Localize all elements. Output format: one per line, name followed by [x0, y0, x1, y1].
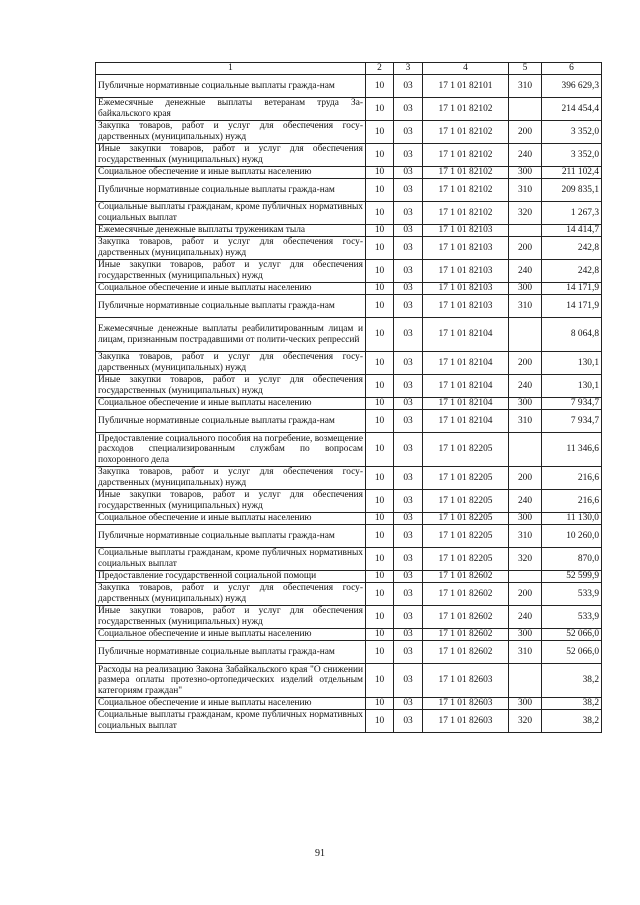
cell-amount: 14 171,9: [542, 283, 602, 295]
cell-expense-type: 300: [509, 513, 542, 525]
cell-expense-type: 300: [509, 698, 542, 710]
cell-name: Публичные нормативные социальные выплаты гражда-нам: [96, 179, 366, 202]
cell-section: 10: [366, 698, 394, 710]
cell-name: Предоставление социального пособия на погребение, возмещение расходов специализированным службам по вопросам похоронного дела: [96, 433, 366, 467]
table-row: [96, 295, 602, 318]
cell-section: 10: [366, 318, 394, 352]
cell-section: 10: [366, 295, 394, 318]
cell-section: 10: [366, 606, 394, 629]
table-row: [96, 237, 602, 260]
header-col-3: 3: [394, 63, 423, 75]
cell-target-code: 17 1 01 82104: [423, 318, 509, 352]
cell-name: Публичные нормативные социальные выплаты гражда-нам: [96, 75, 366, 98]
cell-subsection: 03: [394, 202, 423, 225]
cell-expense-type: 310: [509, 179, 542, 202]
table-row: [96, 375, 602, 398]
cell-name: Социальное обеспечение и иные выплаты населению: [96, 283, 366, 295]
cell-section: 10: [366, 710, 394, 733]
table-row: [96, 583, 602, 606]
cell-amount: 3 352,0: [542, 121, 602, 144]
cell-amount: 242,8: [542, 260, 602, 283]
cell-name: Социальные выплаты гражданам, кроме публичных нормативных социальных выплат: [96, 548, 366, 571]
cell-section: 10: [366, 260, 394, 283]
cell-subsection: 03: [394, 375, 423, 398]
cell-amount: 8 064,8: [542, 318, 602, 352]
cell-target-code: 17 1 01 82102: [423, 167, 509, 179]
cell-target-code: 17 1 01 82103: [423, 295, 509, 318]
cell-subsection: 03: [394, 121, 423, 144]
cell-amount: 52 599,9: [542, 571, 602, 583]
budget-table: [95, 62, 602, 733]
cell-amount: 533,9: [542, 583, 602, 606]
table-row: [96, 121, 602, 144]
cell-amount: 216,6: [542, 490, 602, 513]
cell-subsection: 03: [394, 664, 423, 698]
cell-subsection: 03: [394, 237, 423, 260]
cell-subsection: 03: [394, 144, 423, 167]
cell-amount: 11 130,0: [542, 513, 602, 525]
cell-amount: 242,8: [542, 237, 602, 260]
cell-target-code: 17 1 01 82602: [423, 583, 509, 606]
cell-expense-type: 240: [509, 606, 542, 629]
cell-name: Социальное обеспечение и иные выплаты населению: [96, 167, 366, 179]
cell-amount: 7 934,7: [542, 398, 602, 410]
cell-target-code: 17 1 01 82103: [423, 225, 509, 237]
table-row: [96, 571, 602, 583]
table-row: [96, 433, 602, 467]
cell-section: 10: [366, 513, 394, 525]
cell-target-code: 17 1 01 82603: [423, 710, 509, 733]
cell-section: 10: [366, 548, 394, 571]
cell-target-code: 17 1 01 82205: [423, 467, 509, 490]
table-row: [96, 710, 602, 733]
cell-amount: 38,2: [542, 710, 602, 733]
cell-target-code: 17 1 01 82602: [423, 641, 509, 664]
table-row: [96, 467, 602, 490]
table-row: [96, 606, 602, 629]
cell-expense-type: 320: [509, 548, 542, 571]
cell-expense-type: 240: [509, 490, 542, 513]
cell-subsection: 03: [394, 583, 423, 606]
cell-expense-type: 300: [509, 167, 542, 179]
cell-section: 10: [366, 352, 394, 375]
cell-amount: 7 934,7: [542, 410, 602, 433]
header-row: [96, 63, 602, 75]
cell-subsection: 03: [394, 283, 423, 295]
table-row: [96, 698, 602, 710]
cell-expense-type: 240: [509, 144, 542, 167]
cell-expense-type: 200: [509, 237, 542, 260]
header-col-6: 6: [542, 63, 602, 75]
cell-section: 10: [366, 525, 394, 548]
cell-amount: 52 066,0: [542, 629, 602, 641]
cell-name: Иные закупки товаров, работ и услуг для обеспечения государственных (муниципальных) нужд: [96, 144, 366, 167]
cell-subsection: 03: [394, 710, 423, 733]
table-row: [96, 283, 602, 295]
table-body: [96, 75, 602, 733]
cell-expense-type: [509, 98, 542, 121]
cell-section: 10: [366, 664, 394, 698]
cell-name: Иные закупки товаров, работ и услуг для обеспечения государственных (муниципальных) нужд: [96, 375, 366, 398]
cell-amount: 214 454,4: [542, 98, 602, 121]
cell-target-code: 17 1 01 82602: [423, 629, 509, 641]
table-row: [96, 664, 602, 698]
cell-expense-type: [509, 318, 542, 352]
cell-target-code: 17 1 01 82103: [423, 260, 509, 283]
cell-expense-type: 320: [509, 710, 542, 733]
cell-expense-type: [509, 571, 542, 583]
cell-target-code: 17 1 01 82102: [423, 179, 509, 202]
cell-section: 10: [366, 467, 394, 490]
cell-subsection: 03: [394, 410, 423, 433]
cell-amount: 533,9: [542, 606, 602, 629]
cell-subsection: 03: [394, 606, 423, 629]
cell-expense-type: 300: [509, 398, 542, 410]
cell-name: Закупка товаров, работ и услуг для обеспечения госу-дарственных (муниципальных) нужд: [96, 467, 366, 490]
cell-target-code: 17 1 01 82102: [423, 144, 509, 167]
cell-name: Иные закупки товаров, работ и услуг для обеспечения государственных (муниципальных) нужд: [96, 490, 366, 513]
cell-amount: 209 835,1: [542, 179, 602, 202]
cell-subsection: 03: [394, 352, 423, 375]
cell-target-code: 17 1 01 82603: [423, 698, 509, 710]
header-col-4: 4: [423, 63, 509, 75]
cell-expense-type: 240: [509, 260, 542, 283]
cell-subsection: 03: [394, 548, 423, 571]
cell-subsection: 03: [394, 525, 423, 548]
cell-amount: 10 260,0: [542, 525, 602, 548]
table-row: [96, 513, 602, 525]
cell-name: Иные закупки товаров, работ и услуг для обеспечения государственных (муниципальных) нужд: [96, 260, 366, 283]
cell-name: Социальное обеспечение и иные выплаты населению: [96, 629, 366, 641]
table-row: [96, 352, 602, 375]
cell-target-code: 17 1 01 82205: [423, 490, 509, 513]
cell-name: Публичные нормативные социальные выплаты гражда-нам: [96, 525, 366, 548]
cell-subsection: 03: [394, 641, 423, 664]
cell-amount: 130,1: [542, 352, 602, 375]
cell-name: Закупка товаров, работ и услуг для обеспечения госу-дарственных (муниципальных) нужд: [96, 237, 366, 260]
cell-amount: 52 066,0: [542, 641, 602, 664]
header-col-5: 5: [509, 63, 542, 75]
cell-amount: 3 352,0: [542, 144, 602, 167]
header-col-2: 2: [366, 63, 394, 75]
cell-subsection: 03: [394, 225, 423, 237]
cell-name: Иные закупки товаров, работ и услуг для обеспечения государственных (муниципальных) нужд: [96, 606, 366, 629]
cell-name: Социальное обеспечение и иные выплаты населению: [96, 698, 366, 710]
cell-subsection: 03: [394, 179, 423, 202]
cell-amount: 130,1: [542, 375, 602, 398]
table-row: [96, 318, 602, 352]
cell-amount: 870,0: [542, 548, 602, 571]
cell-subsection: 03: [394, 629, 423, 641]
cell-expense-type: 300: [509, 283, 542, 295]
cell-section: 10: [366, 571, 394, 583]
cell-subsection: 03: [394, 467, 423, 490]
cell-target-code: 17 1 01 82602: [423, 571, 509, 583]
cell-section: 10: [366, 641, 394, 664]
cell-section: 10: [366, 490, 394, 513]
cell-expense-type: [509, 225, 542, 237]
table-row: [96, 167, 602, 179]
cell-amount: 14 171,9: [542, 295, 602, 318]
cell-name: Публичные нормативные социальные выплаты гражда-нам: [96, 295, 366, 318]
cell-amount: 1 267,3: [542, 202, 602, 225]
cell-target-code: 17 1 01 82104: [423, 375, 509, 398]
cell-expense-type: 240: [509, 375, 542, 398]
cell-target-code: 17 1 01 82205: [423, 525, 509, 548]
cell-name: Расходы на реализацию Закона Забайкальского края "О снижении размера оплаты протезно-ортопедических изделий отдельным категориям граждан": [96, 664, 366, 698]
cell-name: Публичные нормативные социальные выплаты гражда-нам: [96, 641, 366, 664]
cell-subsection: 03: [394, 75, 423, 98]
table-row: [96, 410, 602, 433]
cell-expense-type: 310: [509, 641, 542, 664]
cell-section: 10: [366, 98, 394, 121]
cell-target-code: 17 1 01 82602: [423, 606, 509, 629]
table-row: [96, 525, 602, 548]
cell-amount: 38,2: [542, 698, 602, 710]
cell-expense-type: 310: [509, 75, 542, 98]
cell-expense-type: 200: [509, 121, 542, 144]
cell-expense-type: 310: [509, 410, 542, 433]
cell-amount: 38,2: [542, 664, 602, 698]
cell-target-code: 17 1 01 82104: [423, 398, 509, 410]
cell-amount: 211 102,4: [542, 167, 602, 179]
page-number: 91: [315, 848, 325, 859]
cell-section: 10: [366, 583, 394, 606]
cell-section: 10: [366, 75, 394, 98]
cell-target-code: 17 1 01 82205: [423, 548, 509, 571]
cell-section: 10: [366, 375, 394, 398]
table-row: [96, 260, 602, 283]
cell-target-code: 17 1 01 82102: [423, 121, 509, 144]
cell-target-code: 17 1 01 82103: [423, 283, 509, 295]
cell-section: 10: [366, 179, 394, 202]
cell-section: 10: [366, 283, 394, 295]
cell-section: 10: [366, 410, 394, 433]
table-row: [96, 548, 602, 571]
cell-section: 10: [366, 629, 394, 641]
cell-name: Ежемесячные денежные выплаты ветеранам труда За-байкальского края: [96, 98, 366, 121]
cell-subsection: 03: [394, 571, 423, 583]
table-row: [96, 75, 602, 98]
cell-expense-type: 310: [509, 295, 542, 318]
cell-expense-type: 200: [509, 352, 542, 375]
cell-subsection: 03: [394, 433, 423, 467]
cell-target-code: 17 1 01 82603: [423, 664, 509, 698]
cell-amount: 216,6: [542, 467, 602, 490]
cell-subsection: 03: [394, 295, 423, 318]
cell-target-code: 17 1 01 82102: [423, 202, 509, 225]
cell-amount: 11 346,6: [542, 433, 602, 467]
cell-name: Предоставление государственной социальной помощи: [96, 571, 366, 583]
cell-name: Закупка товаров, работ и услуг для обеспечения госу-дарственных (муниципальных) нужд: [96, 352, 366, 375]
cell-target-code: 17 1 01 82205: [423, 513, 509, 525]
table-row: [96, 179, 602, 202]
cell-subsection: 03: [394, 698, 423, 710]
cell-target-code: 17 1 01 82102: [423, 98, 509, 121]
cell-subsection: 03: [394, 398, 423, 410]
cell-section: 10: [366, 202, 394, 225]
cell-section: 10: [366, 121, 394, 144]
cell-expense-type: [509, 433, 542, 467]
cell-target-code: 17 1 01 82104: [423, 410, 509, 433]
cell-name: Ежемесячные денежные выплаты реабилитированным лицам и лицам, признанным пострадавшими от полити-ческих репрессий: [96, 318, 366, 352]
cell-expense-type: 300: [509, 629, 542, 641]
cell-name: Ежемесячные денежные выплаты труженикам тыла: [96, 225, 366, 237]
cell-subsection: 03: [394, 98, 423, 121]
cell-target-code: 17 1 01 82104: [423, 352, 509, 375]
cell-name: Социальное обеспечение и иные выплаты населению: [96, 398, 366, 410]
table-row: [96, 641, 602, 664]
cell-section: 10: [366, 237, 394, 260]
table-row: [96, 490, 602, 513]
cell-subsection: 03: [394, 513, 423, 525]
cell-section: 10: [366, 167, 394, 179]
table-row: [96, 225, 602, 237]
table-row: [96, 144, 602, 167]
cell-amount: 14 414,7: [542, 225, 602, 237]
cell-subsection: 03: [394, 490, 423, 513]
table-row: [96, 202, 602, 225]
cell-subsection: 03: [394, 260, 423, 283]
cell-expense-type: 200: [509, 467, 542, 490]
cell-expense-type: 310: [509, 525, 542, 548]
cell-subsection: 03: [394, 167, 423, 179]
cell-section: 10: [366, 398, 394, 410]
cell-section: 10: [366, 433, 394, 467]
cell-target-code: 17 1 01 82103: [423, 237, 509, 260]
cell-expense-type: 200: [509, 583, 542, 606]
cell-name: Закупка товаров, работ и услуг для обеспечения госу-дарственных (муниципальных) нужд: [96, 121, 366, 144]
cell-target-code: 17 1 01 82205: [423, 433, 509, 467]
table-row: [96, 98, 602, 121]
cell-subsection: 03: [394, 318, 423, 352]
cell-target-code: 17 1 01 82101: [423, 75, 509, 98]
cell-name: Закупка товаров, работ и услуг для обеспечения госу-дарственных (муниципальных) нужд: [96, 583, 366, 606]
table-row: [96, 398, 602, 410]
cell-expense-type: [509, 664, 542, 698]
cell-section: 10: [366, 144, 394, 167]
cell-name: Социальное обеспечение и иные выплаты населению: [96, 513, 366, 525]
table-row: [96, 629, 602, 641]
cell-name: Социальные выплаты гражданам, кроме публичных нормативных социальных выплат: [96, 710, 366, 733]
cell-expense-type: 320: [509, 202, 542, 225]
cell-name: Публичные нормативные социальные выплаты гражда-нам: [96, 410, 366, 433]
cell-section: 10: [366, 225, 394, 237]
cell-amount: 396 629,3: [542, 75, 602, 98]
header-col-1: 1: [96, 63, 366, 75]
cell-name: Социальные выплаты гражданам, кроме публичных нормативных социальных выплат: [96, 202, 366, 225]
